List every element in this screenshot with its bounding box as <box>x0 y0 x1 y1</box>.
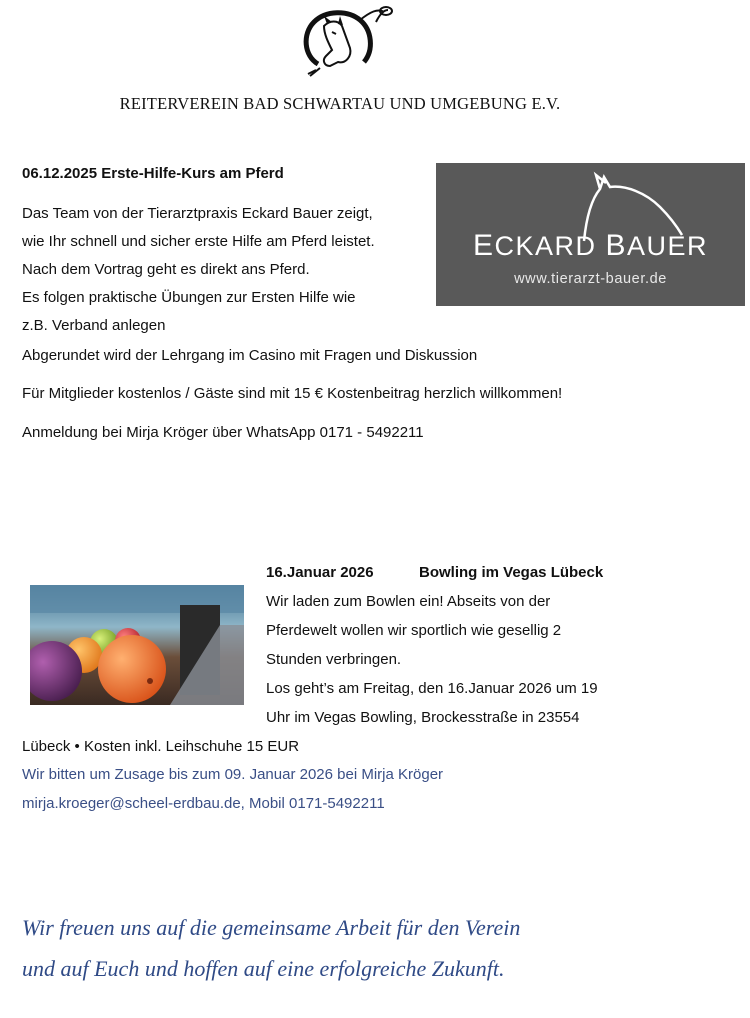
event1-line: Abgerundet wird der Lehrgang im Casino mit Fragen und Diskussion <box>22 347 478 364</box>
event1-heading: 06.12.2025 Erste-Hilfe-Kurs am Pferd <box>22 165 284 182</box>
sponsor-initial: E <box>472 229 495 262</box>
closing-line: Wir freuen uns auf die gemeinsame Arbeit für den Verein <box>22 915 521 940</box>
event2-date: 16.Januar 2026 <box>266 564 374 581</box>
sponsor-name-part: CKARD <box>494 231 597 261</box>
club-name: REITERVEREIN BAD SCHWARTAU UND UMGEBUNG E.V. <box>119 94 561 113</box>
event1-line: Es folgen praktische Übungen zur Ersten Hilfe wie <box>22 289 356 306</box>
event1-line: Das Team von der Tierarztpraxis Eckard Bauer zeigt, <box>22 205 373 222</box>
sponsor-ad <box>436 163 745 306</box>
sponsor-url: www.tierarzt-bauer.de <box>514 271 667 287</box>
event2-line: Uhr im Vegas Bowling, Brockesstraße in 23554 <box>266 709 580 726</box>
event1-line: Nach dem Vortrag geht es direkt ans Pferd. <box>22 261 310 278</box>
event1-line: z.B. Verband anlegen <box>22 317 166 334</box>
event2-contact-link[interactable]: mirja.kroeger@scheel-erdbau.de, Mobil 0171-5492211 <box>22 795 385 812</box>
event1-price: Für Mitglieder kostenlos / Gäste sind mit 15 € Kostenbeitrag herzlich willkommen! <box>22 385 563 402</box>
event2-line: Pferdewelt wollen wir sportlich wie gesellig 2 <box>266 622 562 639</box>
event2-line: Los geht’s am Freitag, den 16.Januar 2026 um 19 <box>266 680 598 697</box>
event2-title: Bowling im Vegas Lübeck <box>419 564 604 581</box>
closing-line: und auf Euch und hoffen auf eine erfolgreiche Zukunft. <box>22 956 505 981</box>
bowling-balls-photo <box>30 585 244 705</box>
club-logo-icon <box>280 4 400 80</box>
event1-registration: Anmeldung bei Mirja Kröger über WhatsApp 0171 - 5492211 <box>22 424 424 441</box>
event2-rsvp: Wir bitten um Zusage bis zum 09. Januar 2026 bei Mirja Kröger <box>22 766 444 783</box>
sponsor-name <box>436 229 745 263</box>
event2-line: Wir laden zum Bowlen ein! Abseits von der <box>266 593 551 610</box>
event2-line: Stunden verbringen. <box>266 651 402 668</box>
sponsor-initial: B <box>605 229 628 262</box>
event1-line: wie Ihr schnell und sicher erste Hilfe am Pferd leistet. <box>22 233 375 250</box>
sponsor-name-part: AUER <box>627 231 709 261</box>
event2-cost: Lübeck • Kosten inkl. Leihschuhe 15 EUR <box>22 738 300 755</box>
